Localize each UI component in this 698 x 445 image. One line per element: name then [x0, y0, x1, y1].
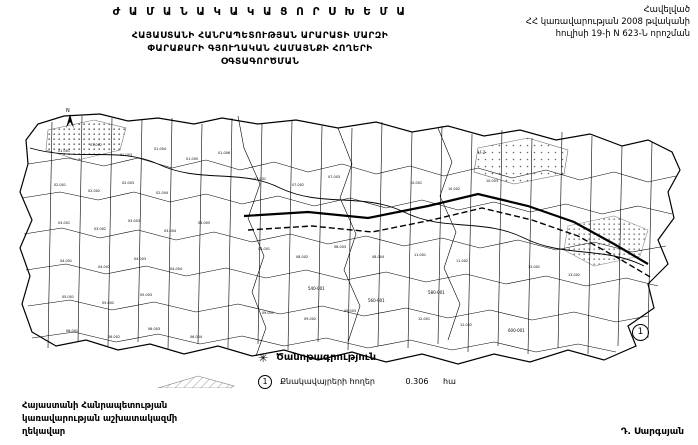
svg-text:10-002: 10-002	[448, 187, 461, 191]
svg-text:09-003: 09-003	[344, 309, 357, 313]
svg-text:09-001: 09-001	[262, 311, 275, 315]
svg-text:Մ-2: Մ-2	[478, 150, 486, 155]
svg-text:13-001: 13-001	[528, 265, 541, 269]
svg-text:540-001: 540-001	[308, 286, 325, 291]
legend-marker-icon: 1	[258, 375, 272, 389]
subtitle-line-1: ՀԱՅԱՍՏԱՆԻ ՀԱՆՐԱՊԵՏՈՒԹՅԱՆ ԱՐԱՐԱՏԻ ՄԱՐԶԻ	[131, 31, 389, 41]
svg-text:05-001: 05-001	[62, 295, 75, 299]
svg-text:03-003: 03-003	[128, 219, 141, 223]
svg-text:09-002: 09-002	[304, 317, 317, 321]
svg-text:08-002: 08-002	[296, 255, 309, 259]
svg-text:04-003: 04-003	[134, 257, 147, 261]
subtitle-line-3: ՕԳՏԱԳՈՐԾՄԱՆ	[220, 57, 300, 67]
svg-text:06-003: 06-003	[148, 327, 161, 331]
svg-text:01-006: 01-006	[218, 151, 231, 155]
svg-text:06-002: 06-002	[108, 335, 121, 339]
svg-text:11-001: 11-001	[414, 253, 427, 257]
page-title: Ժ Ա Մ Ա Ն Ա Կ Ա Կ Ա Ց Ո Ր Ս Խ Ե Մ Ա	[112, 6, 408, 18]
svg-text:03-004: 03-004	[164, 229, 177, 233]
svg-text:12-002: 12-002	[460, 323, 473, 327]
legend-item-label: Քնակավայրերի հողեր	[280, 377, 375, 386]
svg-text:06-001: 06-001	[66, 329, 79, 333]
svg-text:01-003: 01-003	[120, 153, 133, 157]
svg-text:08-004: 08-004	[372, 255, 385, 259]
svg-text:01-005: 01-005	[186, 157, 199, 161]
svg-text:02-004: 02-004	[156, 191, 169, 195]
svg-text:04-001: 04-001	[60, 259, 73, 263]
svg-text:03-005: 03-005	[198, 221, 211, 225]
approval-line-1: Հավելված	[643, 5, 690, 15]
svg-text:08-001: 08-001	[258, 247, 271, 251]
cadastral-map	[8, 88, 690, 388]
svg-text:11-002: 11-002	[456, 259, 469, 263]
svg-text:N: N	[66, 108, 70, 114]
svg-text:12-001: 12-001	[418, 317, 431, 321]
svg-text:04-002: 04-002	[98, 265, 111, 269]
svg-text:02-002: 02-002	[88, 189, 101, 193]
svg-text:02-003: 02-003	[122, 181, 135, 185]
svg-text:07-002: 07-002	[292, 183, 305, 187]
svg-text:10-003: 10-003	[486, 179, 499, 183]
svg-text:03-001: 03-001	[58, 221, 71, 225]
footer-line-1: Հայաստանի Հանրապետության	[22, 401, 168, 411]
svg-text:13-002: 13-002	[568, 273, 581, 277]
svg-text:01-001: 01-001	[58, 149, 71, 153]
svg-text:08-003: 08-003	[334, 245, 347, 249]
approval-block	[420, 4, 690, 40]
svg-text:560-001: 560-001	[368, 298, 385, 303]
svg-text:600-001: 600-001	[508, 328, 525, 333]
svg-text:10-001: 10-001	[410, 181, 423, 185]
legend-title	[258, 352, 508, 363]
svg-text:04-004: 04-004	[170, 267, 183, 271]
legend-item-value: 0.306	[405, 377, 429, 386]
legend-item	[258, 377, 508, 386]
svg-text:03-002: 03-002	[94, 227, 107, 231]
svg-text:01-002: 01-002	[90, 143, 103, 147]
footer-line-2: կառավարության աշխատակազմի	[22, 414, 178, 424]
subtitle-line-2: ՓԱՐԱՔԱՐԻ ԳՅՈՒՂԱԿԱՆ ՀԱՄԱՅՆՔԻ ՀՈՂԵՐԻ	[147, 44, 373, 54]
asterisk-icon: ✳	[258, 351, 269, 365]
legend-item-unit: հա	[443, 377, 456, 386]
svg-text:580-001: 580-001	[428, 290, 445, 295]
svg-text:07-001: 07-001	[254, 177, 267, 181]
svg-text:06-004: 06-004	[190, 335, 203, 339]
legend-title-text: Ծանոթագրություն	[276, 352, 377, 363]
footer-signature-block	[22, 400, 322, 439]
svg-text:05-003: 05-003	[140, 293, 153, 297]
legend	[258, 352, 508, 386]
approval-line-2: ՀՀ կառավարության 2008 թվականի	[525, 17, 690, 27]
svg-text:02-001: 02-001	[54, 183, 67, 187]
svg-text:01-004: 01-004	[154, 147, 167, 151]
footer-line-3: ղեկավար	[22, 427, 66, 437]
svg-text:07-003: 07-003	[328, 175, 341, 179]
svg-text:05-002: 05-002	[102, 301, 115, 305]
approval-line-3: հուլիսի 19-ի N 623-Ն որոշման	[555, 29, 690, 39]
map-callout-marker-1[interactable]: 1	[632, 324, 649, 341]
footer-signatory-name: Դ. Սարգսյան	[620, 427, 684, 437]
